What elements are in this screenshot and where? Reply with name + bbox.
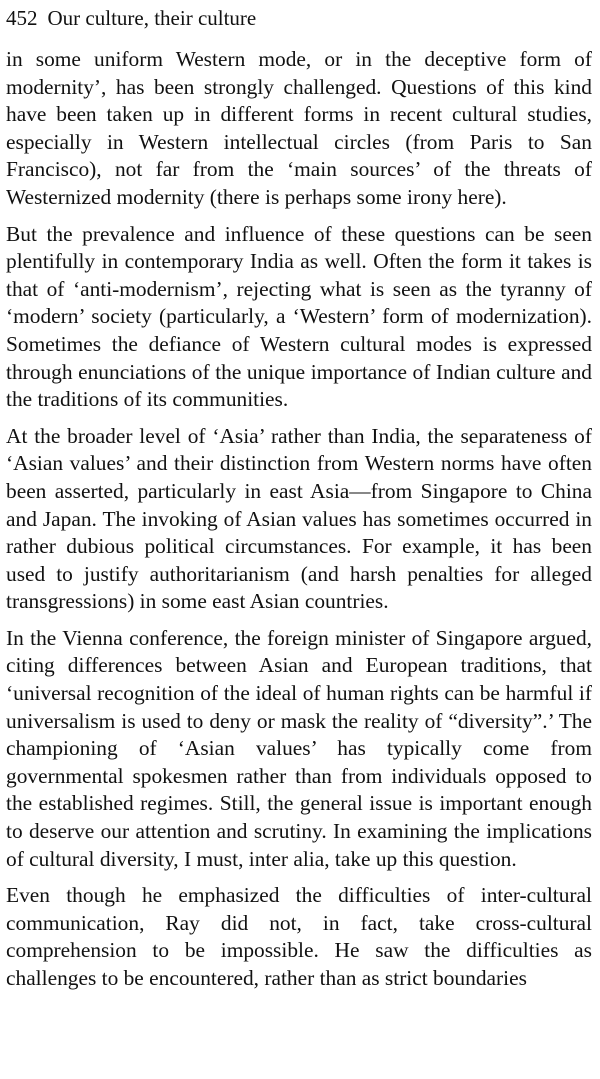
- running-head: [6, 6, 592, 30]
- page-number: 452: [6, 6, 38, 30]
- paragraph-3: At the broader level of ‘Asia’ rather than India, the separateness of ‘Asian values’ and their distinction from Western norms have often been asserted, particularly in east Asia—from Singapore to China and Japan. The invoking of Asian values has sometimes occurred in rather dubious political circumstances. For example, it has been used to justify authoritarianism (and harsh penalties for alleged transgressions) in some east Asian countries.: [6, 423, 592, 614]
- body-text: [6, 46, 592, 993]
- paragraph-1: in some uniform Western mode, or in the deceptive form of modernity’, has been strongly challenged. Questions of this kind have been taken up in different forms in recent cultural studies, especially in Western intellectual circles (from Paris to San Francisco), not far from the ‘main sources’ of the threats of Westernized modernity (there is perhaps some irony here).: [6, 47, 592, 209]
- running-title: Our culture, their culture: [47, 6, 257, 30]
- paragraph-4: In the Vienna conference, the foreign minister of Singapore argued, citing differences between Asian and European traditions, that ‘universal recognition of the ideal of human rights can be harmful if universalism is used to deny or mask the reality of “diversity”.’ The championing of ‘Asian values’ has typically come from governmental spokesmen rather than from individuals opposed to the established regimes. Still, the general issue is important enough to deserve our attention and scrutiny. In examining the implications of cultural diversity, I must, inter alia, take up this question.: [6, 625, 592, 871]
- paragraph-2: But the prevalence and influence of these questions can be seen plentifully in contemporary India as well. Often the form it takes is that of ‘anti-modernism’, rejecting what is seen as the tyranny of ‘modern’ society (particularly, a ‘Western’ form of modernization). Sometimes the defiance of Western cultural modes is expressed through enunciations of the unique importance of Indian culture and the traditions of its communities.: [6, 221, 592, 412]
- paragraph-5: Even though he emphasized the difficulties of inter-cultural communication, Ray did not, in fact, take cross-cultural comprehension to be impossible. He saw the difficulties as challenges to be encountered, rather than as strict boundaries: [6, 883, 592, 990]
